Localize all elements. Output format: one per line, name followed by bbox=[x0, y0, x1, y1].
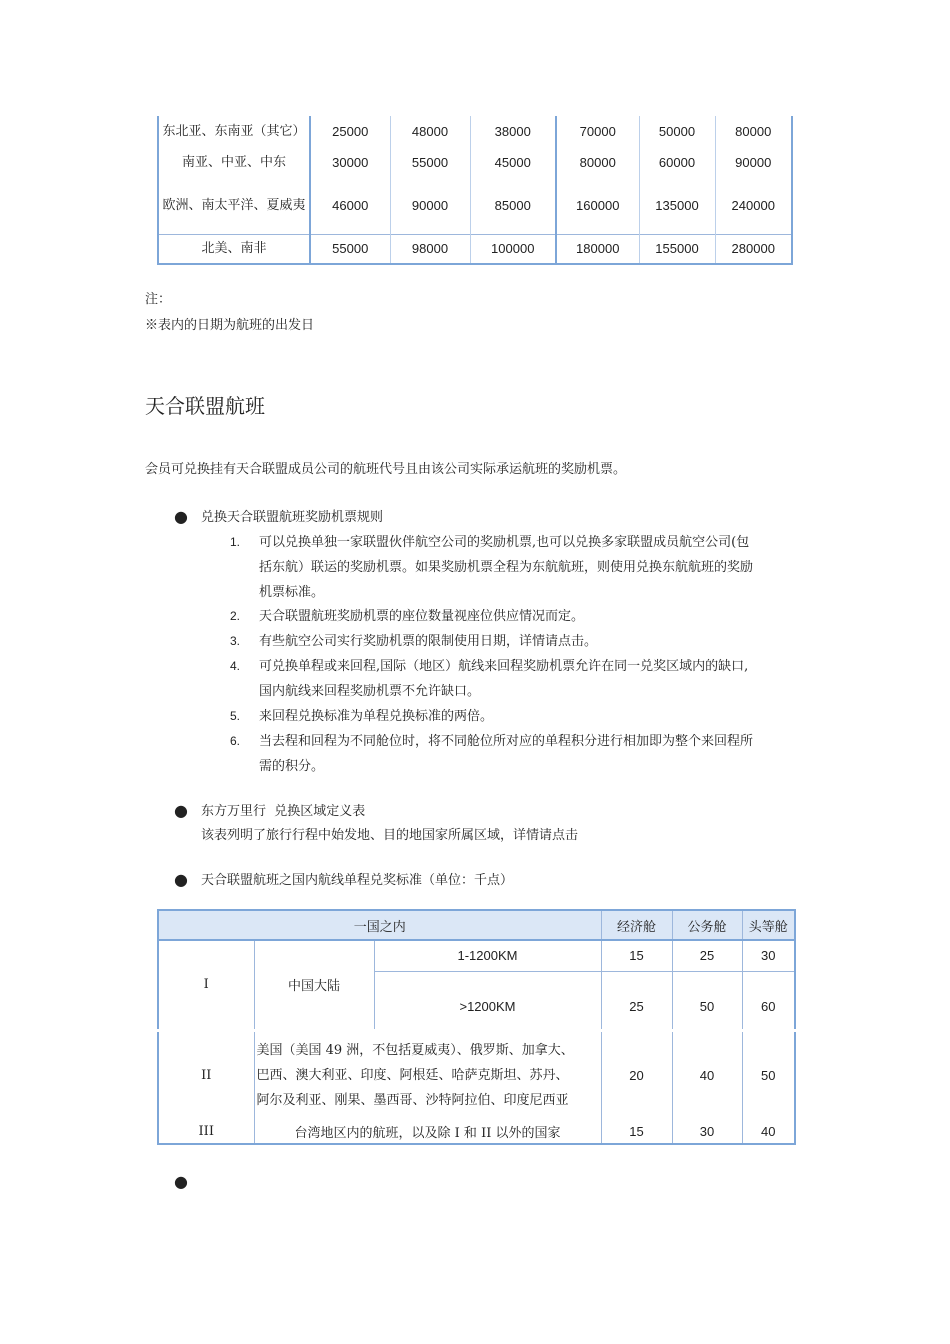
value-cell: 55000 bbox=[390, 147, 470, 178]
region-cell: 欧洲、南太平洋、夏威夷 bbox=[158, 178, 310, 234]
region-cell: 北美、南非 bbox=[158, 234, 310, 264]
value-cell: 70000 bbox=[556, 116, 639, 147]
zones-desc[interactable]: 该表列明了旅行行程中始发地、目的地国家所属区域，详情请点击 bbox=[201, 828, 579, 843]
countries-line: 美国（美国 49 洲，不包括夏威夷）、俄罗斯、加拿大、 bbox=[256, 1042, 574, 1058]
list-item-line[interactable]: 有些航空公司实行奖励机票的限制使用日期，详情请点击。 bbox=[259, 634, 598, 649]
list-item-line: 当去程和回程为不同舱位时，将不同舱位所对应的单程积分进行相加即为整个来回程所 bbox=[259, 734, 754, 749]
table-row bbox=[158, 940, 795, 971]
value-cell: 50000 bbox=[639, 116, 715, 147]
zones-heading[interactable]: 东方万里行 兑换区域定义表 bbox=[201, 804, 366, 819]
first-cell: 50 bbox=[742, 1030, 795, 1119]
region-cell: 东北亚、东南亚（其它） bbox=[158, 116, 310, 147]
list-item-line: 需的积分。 bbox=[259, 759, 325, 774]
rules-heading: 兑换天合联盟航班奖励机票规则 bbox=[201, 510, 384, 525]
list-item-line: 来回程兑换标准为单程兑换标准的两倍。 bbox=[259, 709, 494, 724]
economy-cell: 20 bbox=[601, 1030, 672, 1119]
value-cell: 160000 bbox=[556, 178, 639, 234]
bullet-icon: ● bbox=[174, 1172, 188, 1191]
table-row bbox=[158, 1119, 795, 1144]
bullet-icon: ● bbox=[174, 507, 188, 526]
value-cell: 38000 bbox=[470, 116, 556, 147]
value-cell: 80000 bbox=[556, 147, 639, 178]
value-cell: 48000 bbox=[390, 116, 470, 147]
award-table bbox=[157, 116, 793, 265]
header-first: 头等舱 bbox=[742, 910, 795, 940]
countries-line: 巴西、澳大利亚、印度、阿根廷、哈萨克斯坦、苏丹、 bbox=[256, 1067, 569, 1083]
first-cell: 40 bbox=[742, 1119, 795, 1144]
business-cell: 30 bbox=[672, 1119, 742, 1144]
business-cell: 50 bbox=[672, 971, 742, 1030]
value-cell: 60000 bbox=[639, 147, 715, 178]
section-title: 天合联盟航班 bbox=[145, 394, 265, 418]
domestic-award-table bbox=[157, 909, 796, 1145]
bullet-icon: ● bbox=[174, 801, 188, 820]
distance-cell: 1-1200KM bbox=[374, 940, 601, 971]
table-row bbox=[158, 234, 792, 264]
note-label: 注： bbox=[145, 292, 172, 307]
zone-label: II bbox=[158, 1030, 254, 1119]
value-cell: 90000 bbox=[715, 147, 792, 178]
header-scope: 一国之内 bbox=[158, 910, 601, 940]
countries-line: 阿尔及利亚、刚果、墨西哥、沙特阿拉伯、印度尼西亚 bbox=[256, 1092, 569, 1108]
header-business: 公务舱 bbox=[672, 910, 742, 940]
list-number: 6. bbox=[230, 734, 241, 748]
list-number: 1. bbox=[230, 535, 241, 549]
table-row bbox=[158, 1030, 795, 1119]
value-cell: 98000 bbox=[390, 234, 470, 264]
value-cell: 85000 bbox=[470, 178, 556, 234]
value-cell: 46000 bbox=[332, 198, 369, 214]
list-item bbox=[259, 604, 819, 629]
value-cell: 90000 bbox=[390, 178, 470, 234]
value-cell: 180000 bbox=[556, 234, 639, 264]
list-item bbox=[259, 704, 819, 729]
value-cell: 45000 bbox=[470, 147, 556, 178]
list-item bbox=[259, 629, 819, 654]
list-item bbox=[259, 530, 819, 605]
domestic-heading: 天合联盟航班之国内航线单程兑奖标准（单位：千点） bbox=[201, 873, 514, 888]
value-cell: 100000 bbox=[470, 234, 556, 264]
economy-cell: 15 bbox=[601, 1119, 672, 1144]
value-cell: 155000 bbox=[639, 234, 715, 264]
list-item-line: 天合联盟航班奖励机票的座位数量视座位供应情况而定。 bbox=[259, 609, 585, 624]
zone-countries bbox=[254, 1030, 601, 1119]
table-header-row bbox=[158, 910, 795, 940]
table-row bbox=[158, 178, 792, 234]
table-row bbox=[158, 116, 792, 147]
list-item bbox=[259, 729, 819, 779]
list-number: 2. bbox=[230, 609, 241, 623]
value-cell: 25000 bbox=[332, 124, 369, 139]
list-number: 3. bbox=[230, 634, 241, 648]
value-cell: 80000 bbox=[715, 116, 792, 147]
zone-label: III bbox=[158, 1119, 254, 1144]
bullet-icon: ● bbox=[174, 870, 188, 889]
economy-cell: 15 bbox=[601, 940, 672, 971]
list-item-line: 机票标准。 bbox=[259, 585, 325, 600]
list-item-line: 国内航线来回程奖励机票不允许缺口。 bbox=[259, 684, 481, 699]
zone-label: I bbox=[158, 940, 254, 1030]
list-number: 5. bbox=[230, 709, 241, 723]
value-cell: 280000 bbox=[715, 234, 792, 264]
value-cell: 135000 bbox=[639, 178, 715, 234]
list-item bbox=[259, 654, 819, 704]
zone-area: 台湾地区内的航班，以及除 I 和 II 以外的国家 bbox=[254, 1119, 601, 1144]
note-line: ※表内的日期为航班的出发日 bbox=[145, 318, 315, 333]
value-cell: 55000 bbox=[310, 234, 390, 264]
distance-cell: >1200KM bbox=[374, 971, 601, 1030]
header-economy: 经济舱 bbox=[601, 910, 672, 940]
section-intro: 会员可兑换挂有天合联盟成员公司的航班代号且由该公司实际承运航班的奖励机票。 bbox=[145, 462, 627, 477]
list-item-line: 括东航）联运的奖励机票。如果奖励机票全程为东航航班，则使用兑换东航航班的奖励 bbox=[259, 560, 754, 575]
region-cell: 南亚、中亚、中东 bbox=[158, 147, 310, 178]
economy-cell: 25 bbox=[601, 971, 672, 1030]
business-cell: 25 bbox=[672, 940, 742, 971]
value-cell: 30000 bbox=[332, 155, 369, 170]
list-number: 4. bbox=[230, 659, 241, 673]
first-cell: 30 bbox=[742, 940, 795, 971]
first-cell: 60 bbox=[742, 971, 795, 1030]
list-item-line: 可以兑换单独一家联盟伙伴航空公司的奖励机票,也可以兑换多家联盟成员航空公司(包 bbox=[259, 535, 750, 550]
table-row bbox=[158, 147, 792, 178]
business-cell: 40 bbox=[672, 1030, 742, 1119]
list-item-line: 可兑换单程或来回程,国际（地区）航线来回程奖励机票允许在同一兑奖区域内的缺口, bbox=[259, 659, 749, 674]
zone-area: 中国大陆 bbox=[254, 940, 374, 1030]
value-cell: 240000 bbox=[715, 178, 792, 234]
